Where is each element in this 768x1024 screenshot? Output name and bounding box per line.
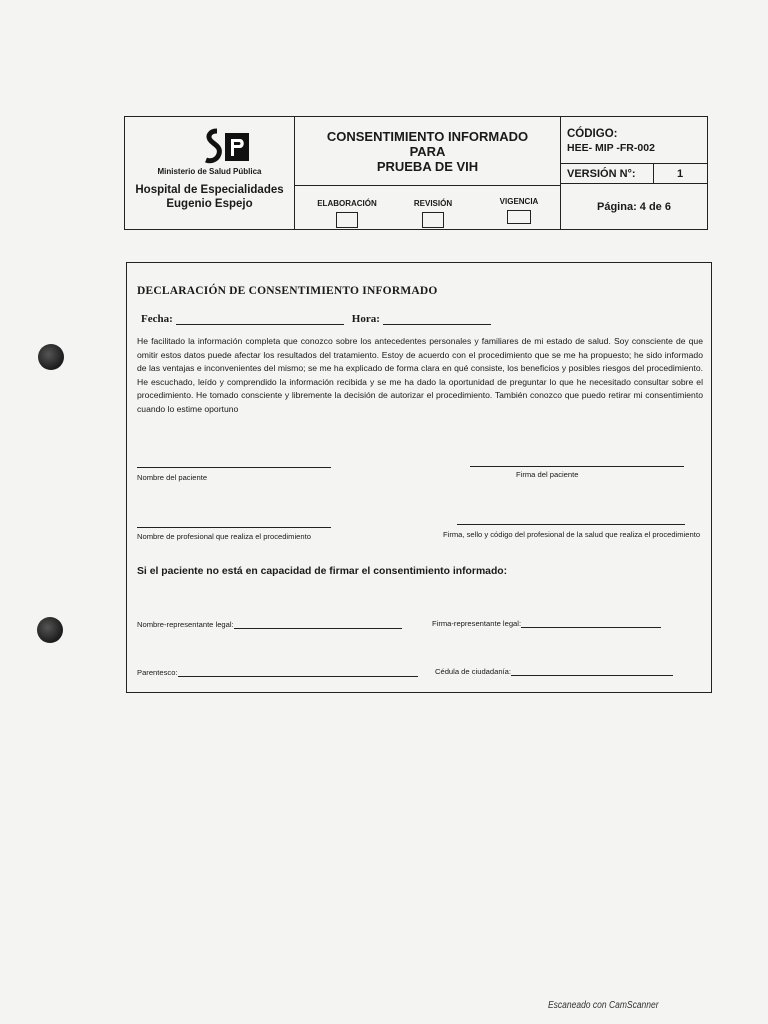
version-value: 1: [676, 168, 684, 180]
ministry-name: Ministerio de Salud Pública: [157, 167, 262, 176]
header-title-cell: [295, 117, 561, 229]
state-checkbox[interactable]: [507, 210, 531, 224]
professional-name-field[interactable]: [137, 527, 331, 528]
hospital-name-line1: Hospital de Especialidades: [135, 184, 284, 196]
form-title-line2: PARA: [409, 144, 446, 159]
professional-name-label: Nombre de profesional que realiza el procedimiento: [137, 532, 311, 541]
code-value: HEE- MIP -FR-002: [567, 142, 655, 154]
representative-name-label: Nombre-representante legal:: [137, 620, 234, 629]
relationship-row: [137, 666, 418, 677]
representative-name-row: [137, 618, 402, 629]
patient-signature-field[interactable]: [470, 466, 684, 467]
date-time-row: [141, 313, 491, 325]
form-title-line3: PRUEBA DE VIH: [376, 159, 479, 174]
code-label: CÓDIGO:: [567, 128, 618, 140]
patient-name-field[interactable]: [137, 467, 331, 468]
representative-signature-label: Firma-representante legal:: [432, 619, 522, 628]
hospital-name: [125, 183, 294, 211]
patient-name-label: Nombre del paciente: [137, 473, 208, 482]
state-revision: [403, 199, 463, 228]
patient-signature-label: Firma del paciente: [516, 470, 579, 479]
date-field[interactable]: [176, 314, 344, 325]
relationship-field[interactable]: [178, 666, 418, 677]
binder-hole-top: [38, 344, 64, 370]
incapacity-heading: Si el paciente no está en capacidad de firmar el consentimiento informado:: [137, 566, 508, 577]
id-number-label: Cédula de ciudadanía:: [435, 667, 511, 676]
state-vigencia: [489, 197, 549, 224]
state-elaboracion: [317, 199, 377, 228]
representative-signature-row: [432, 617, 661, 628]
scanner-watermark: Escaneado con CamScanner: [548, 1000, 659, 1011]
form-header: [124, 116, 708, 230]
ministry-logo-icon: [203, 127, 251, 167]
state-label: VIGENCIA: [499, 197, 539, 206]
divider: [561, 183, 707, 184]
code-info: [567, 127, 655, 155]
representative-name-field[interactable]: [234, 618, 402, 629]
relationship-label: Parentesco:: [137, 668, 178, 677]
time-field[interactable]: [383, 314, 491, 325]
date-label: Fecha:: [141, 313, 173, 325]
page-number: Página: 4 de 6: [597, 201, 671, 213]
state-checkbox[interactable]: [422, 212, 444, 228]
form-title: [295, 129, 560, 174]
professional-signature-label: Firma, sello y código del profesional de la salud que realiza el procedimiento: [443, 530, 701, 539]
state-label: REVISIÓN: [413, 199, 453, 208]
state-label: ELABORACIÓN: [317, 199, 377, 208]
consent-paragraph: He facilitado la información completa que conozco sobre los antecedentes personales y familiares de mi estado de salud. Soy consciente de que omitir estos datos puede afectar los resultados del tratamiento. Estoy de acuerdo con el procedimiento que se me ha propuesto; he sido informado de las ventajas e inconvenientes del mismo; se me ha explicado de forma clara en qué consiste, los beneficios y posibles riesgos del procedimiento. He escuchado, leído y comprendido la información recibida y se me ha dado la oportunidad de preguntar lo que he necesitado consultar sobre el procedimiento. He tomado consciente y libremente la decisión de autorizar el procedimiento. También conozco que puedo retirar mi consentimiento cuando lo estime oportuno: [137, 336, 703, 414]
header-code-cell: [561, 117, 707, 229]
form-title-line1: CONSENTIMIENTO INFORMADO: [326, 129, 529, 144]
header-logo-cell: [125, 117, 295, 229]
id-number-row: [435, 665, 673, 676]
id-number-field[interactable]: [511, 665, 673, 676]
state-checkbox[interactable]: [336, 212, 358, 228]
version-label: VERSIÓN N°:: [567, 168, 636, 180]
professional-signature-field[interactable]: [457, 524, 685, 525]
time-label: Hora:: [351, 313, 380, 325]
declaration-box: [126, 262, 712, 693]
representative-signature-field[interactable]: [521, 617, 661, 628]
binder-hole-bottom: [37, 617, 63, 643]
hospital-name-line2: Eugenio Espejo: [166, 198, 253, 210]
divider: [561, 163, 707, 164]
divider: [295, 185, 560, 186]
declaration-title: DECLARACIÓN DE CONSENTIMIENTO INFORMADO: [137, 285, 438, 297]
